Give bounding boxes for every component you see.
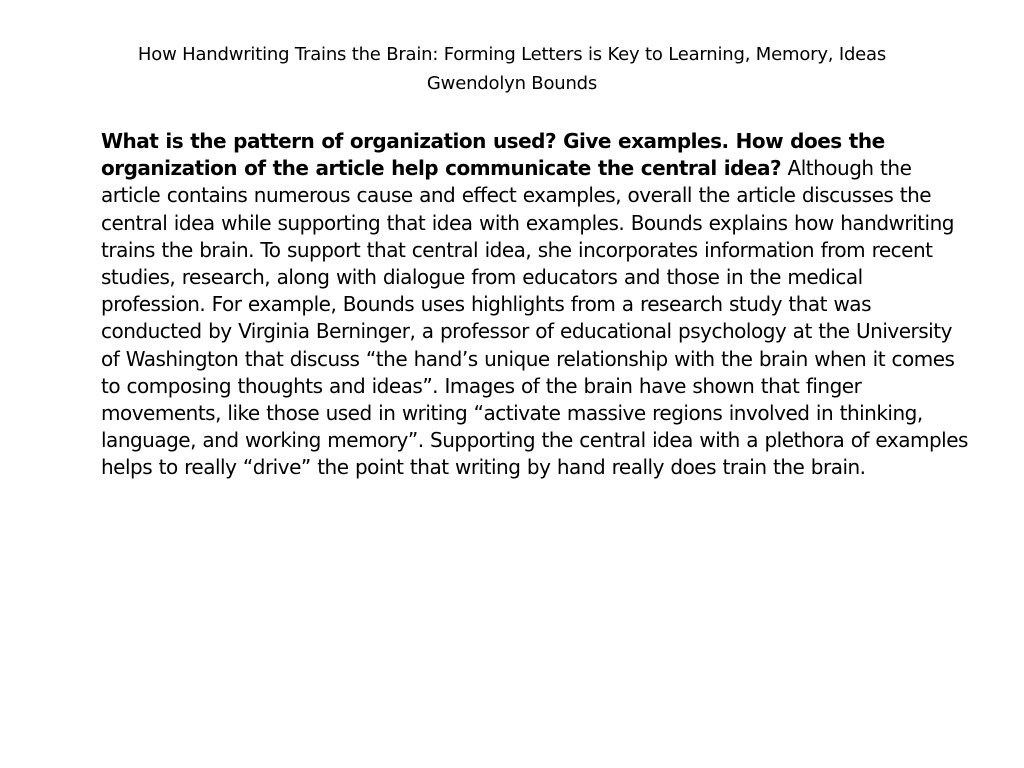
slide-title-block [40, 40, 984, 98]
answer-text: Although the article contains numerous cause and effect examples, overall the article discusses the central idea while supporting that idea with examples. Bounds explains how handwriting trains the brain. To support that central idea, she incorporates information from recent studies, research, along with dialogue from educators and those in the medical profession. For example, Bounds uses highlights from a research study that was conducted by Virginia Berninger, a professor of educational psychology at the University of Washington that discuss “the hand’s unique relationship with the brain when it comes to composing thoughts and ideas”. Images of the brain have shown that finger movements, like those used in writing “activate massive regions involved in thinking, language, and working memory”. Supporting the central idea with a plethora of examples helps to really “drive” the point that writing by hand really does train the brain. [101, 156, 968, 480]
question-text: What is the pattern of organization used? Give examples. How does the organization of the article help communicate the central idea? [101, 129, 885, 181]
slide-body [101, 128, 971, 482]
slide-author: Gwendolyn Bounds [426, 73, 598, 94]
answer-paragraph [101, 128, 971, 482]
slide-title: How Handwriting Trains the Brain: Forming Letters is Key to Learning, Memory, Ideas [137, 44, 887, 65]
